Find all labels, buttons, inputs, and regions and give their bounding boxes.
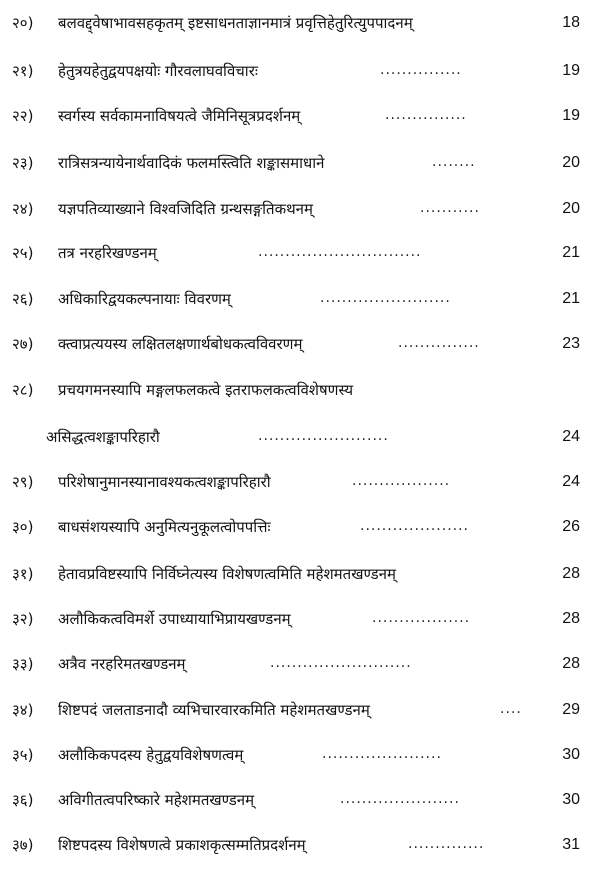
toc-entry: [0, 196, 600, 222]
toc-entry-continuation: [0, 424, 600, 450]
entry-page-number: 20: [562, 154, 580, 171]
entry-page-number: 24: [562, 473, 580, 490]
entry-number: २४): [12, 200, 34, 218]
entry-page-number: 18: [562, 14, 580, 31]
entry-page-number: 19: [562, 62, 580, 79]
entry-title: बाधसंशयस्यापि अनुमित्यनुकूलत्वोपपत्तिः: [58, 518, 271, 536]
toc-entry: [0, 10, 600, 36]
entry-title: अलौकिकपदस्य हेतुद्वयविशेषणत्वम्: [58, 746, 244, 764]
entry-page-number: 24: [562, 428, 580, 445]
entry-number: २१): [12, 62, 34, 80]
toc-entry: [0, 697, 600, 723]
dot-leader: ..........................: [270, 655, 412, 671]
toc-entry: [0, 58, 600, 84]
entry-page-number: 19: [562, 107, 580, 124]
entry-page-number: 28: [562, 565, 580, 582]
entry-number: २६): [12, 290, 34, 308]
entry-title: स्वर्गस्य सर्वकामनाविषयत्वे जैमिनिसूत्रप्रदर्शनम्: [58, 107, 301, 125]
entry-title: असिद्धत्वशङ्कापरिहारौ: [46, 428, 160, 446]
entry-page-number: 31: [562, 836, 580, 853]
entry-page-number: 28: [562, 655, 580, 672]
entry-page-number: 20: [562, 200, 580, 217]
toc-entry: [0, 787, 600, 813]
entry-page-number: 26: [562, 518, 580, 535]
entry-number: ३५): [12, 746, 34, 764]
entry-title: शिष्टपदं जलताडनादौ व्यभिचारवारकमिति महेशमतखण्डनम्: [58, 701, 370, 719]
entry-number: ३०): [12, 518, 34, 536]
entry-number: ३२): [12, 610, 34, 628]
entry-page-number: 29: [562, 701, 580, 718]
dot-leader: ...........: [420, 200, 480, 216]
dot-leader: ........: [432, 154, 476, 170]
entry-title: अलौकिकत्वविमर्शे उपाध्यायाभिप्रायखण्डनम्: [58, 610, 291, 628]
entry-page-number: 23: [562, 335, 580, 352]
toc-entry: [0, 240, 600, 266]
entry-page-number: 21: [562, 290, 580, 307]
entry-number: ३७): [12, 836, 34, 854]
entry-title: तत्र नरहरिखण्डनम्: [58, 244, 157, 262]
entry-title: अधिकारिद्वयकल्पनायाः विवरणम्: [58, 290, 231, 308]
dot-leader: ..................: [352, 473, 451, 489]
toc-entry: [0, 651, 600, 677]
entry-page-number: 30: [562, 791, 580, 808]
entry-title: क्त्वाप्रत्ययस्य लक्षितलक्षणार्थबोधकत्वविवरणम्: [58, 335, 303, 353]
entry-title: प्रचयगमनस्यापि मङ्गलफलकत्वे इतराफलकत्वविशेषणस्य: [58, 381, 354, 399]
toc-entry: [0, 742, 600, 768]
entry-number: ३१): [12, 565, 34, 583]
entry-page-number: 28: [562, 610, 580, 627]
dot-leader: ........................: [320, 290, 451, 306]
entry-number: २०): [12, 14, 34, 32]
entry-title: हेतावप्रविष्टस्यापि निर्विघ्नेत्यस्य विशेषणत्वमिति महेशमतखण्डनम्: [58, 565, 396, 583]
dot-leader: ......................: [322, 746, 442, 762]
dot-leader: ...............: [398, 335, 480, 351]
entry-title: यज्ञपतिव्याख्याने विश्वजिदिति ग्रन्थसङ्गतिकथनम्: [58, 200, 313, 218]
toc-entry: [0, 150, 600, 176]
entry-number: २३): [12, 154, 34, 172]
dot-leader: ......................: [340, 791, 460, 807]
entry-page-number: 21: [562, 244, 580, 261]
dot-leader: ...............: [380, 62, 462, 78]
dot-leader: ...............: [385, 107, 467, 123]
dot-leader: ..............................: [258, 244, 422, 260]
toc-entry: [0, 331, 600, 357]
entry-number: ३३): [12, 655, 34, 673]
dot-leader: ........................: [258, 428, 389, 444]
entry-number: २२): [12, 107, 34, 125]
entry-number: ३६): [12, 791, 34, 809]
toc-entry: [0, 103, 600, 129]
entry-number: २५): [12, 244, 34, 262]
toc-entry: [0, 514, 600, 540]
entry-title: रात्रिसत्रन्यायेनार्थवादिकं फलमस्त्विति शङ्कासमाधाने: [58, 154, 325, 172]
entry-number: २९): [12, 473, 34, 491]
entry-title: अविगीतत्वपरिष्कारे महेशमतखण्डनम्: [58, 791, 255, 809]
dot-leader: ..............: [408, 836, 485, 852]
entry-page-number: 30: [562, 746, 580, 763]
entry-title: हेतुत्रयहेतुद्वयपक्षयोः गौरवलाघवविचारः: [58, 62, 258, 80]
toc-entry: [0, 286, 600, 312]
dot-leader: ....................: [360, 518, 470, 534]
entry-number: ३४): [12, 701, 34, 719]
entry-title: अत्रैव नरहरिमतखण्डनम्: [58, 655, 186, 673]
dot-leader: ....: [500, 701, 522, 717]
toc-entry: [0, 606, 600, 632]
entry-number: २७): [12, 335, 34, 353]
entry-title: परिशेषानुमानस्यानावश्यकत्वशङ्कापरिहारौ: [58, 473, 271, 491]
entry-number: २८): [12, 381, 34, 399]
entry-title: बलवद्द्वेषाभावसहकृतम् इष्टसाधनताज्ञानमात्रं प्रवृत्तिहेतुरित्युपपादनम्: [58, 14, 413, 32]
toc-entry: [0, 561, 600, 587]
toc-entry: [0, 832, 600, 858]
entry-title: शिष्टपदस्य विशेषणत्वे प्रकाशकृत्सम्मतिप्रदर्शनम्: [58, 836, 306, 854]
toc-entry: [0, 469, 600, 495]
dot-leader: ..................: [372, 610, 471, 626]
toc-entry: [0, 377, 600, 403]
